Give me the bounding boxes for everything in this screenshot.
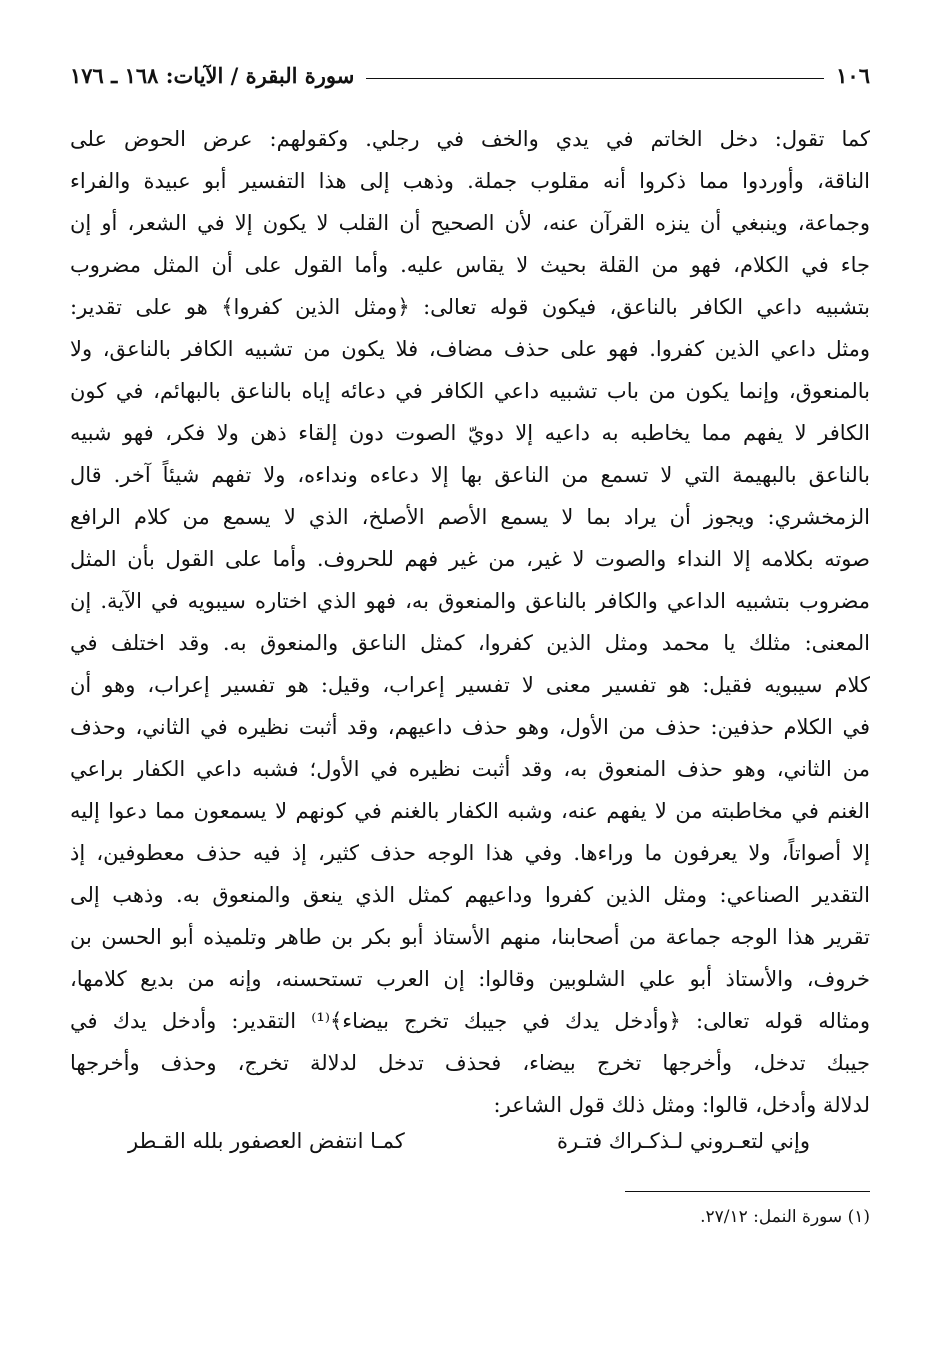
text-line: ومثاله قوله تعالى: ﴿وأدخل يدك في جيبك تخرج بيضاء﴾⁽¹⁾ التقدير: وأدخل يدك في	[70, 1009, 870, 1033]
text-line: ومثل داعي الذين كفروا. فهو على حذف مضاف، فلا يكون من تشبيه الكافر بالناعق، ولا	[70, 337, 870, 361]
text-line: الزمخشري: ويجوز أن يراد بما لا يسمع الأصم الأصلخ، الذي لا يسمع من كلام الرافع	[70, 505, 870, 529]
book-page	[70, 55, 870, 1315]
text-line: مضروب بتشبيه الداعي والكافر بالناعق والمنعوق به، فهو الذي اختاره سيبويه في الآية. إن	[70, 589, 870, 613]
page-number: ١٠٦	[836, 62, 870, 88]
text-line: كما تقول: دخل الخاتم في يدي والخف في رجلي. وكقولهم: عرض الحوض على	[70, 127, 870, 151]
page-header	[70, 55, 870, 95]
text-line: في الكلام حذفين: حذف من الأول، وهو حذف داعيهم، وقد أثبت نظيره في الثاني، وحذف	[70, 715, 870, 739]
text-line: خروف، والأستاذ أبو علي الشلوبين وقالوا: إن العرب تستحسنه، وإنه من بديع كلامها،	[70, 967, 870, 991]
verse-hemistich-first: وإني لتعـروني لـذكـراك فتـرة	[556, 1129, 810, 1153]
text-line: لدلالة وأدخل، قالوا: ومثل ذلك قول الشاعر:	[493, 1093, 870, 1117]
text-line: جاء في الكلام، فهو من القلة بحيث لا يقاس عليه. وأما القول على أن المثل مضروب	[70, 253, 870, 277]
verse-hemistich-second: كمـا انتفض العصفور بلله القـطر	[128, 1129, 405, 1153]
text-line: بالناعق بالبهيمة التي لا تسمع من الناعق بها إلا دعاءه ونداءه، ولا تفهم شيئاً آخر. قال	[70, 463, 870, 487]
text-line: وجماعة، وينبغي أن ينزه القرآن عنه، لأن الصحيح أن القلب لا يكون إلا في الشعر، أو إن	[70, 211, 870, 235]
text-line: صوته بكلامه إلا النداء والصوت لا غير، من غير فهم للحروف. وأما على القول بأن المثل	[70, 547, 870, 571]
footnote: (١) سورة النمل: ٢٧/١٢.	[700, 1207, 870, 1227]
text-line: الغنم في مخاطبته من لا يفهم عنه، وشبه الكفار بالغنم في كونهم لا يسمعون مما دعوا إليه	[70, 799, 870, 823]
text-line: الكافر لا يفهم مما يخاطبه به داعيه إلا دويّ الصوت دون إلقاء ذهن ولا فكر، فهو شبيه	[70, 421, 870, 445]
text-line: إلا أصواتاً، ولا يعرفون ما وراءها. وفي هذا الوجه حذف كثير، إذ فيه حذف معطوفين، إذ	[70, 841, 870, 865]
text-line: الناقة، وأوردوا مما ذكروا أنه مقلوب جملة. وذهب إلى هذا التفسير أبو عبيدة والفراء	[70, 169, 870, 193]
text-line: المعنى: مثلك يا محمد ومثل الذين كفروا، كمثل الناعق والمنعوق به. وقد اختلف في	[70, 631, 870, 655]
body-text	[70, 118, 870, 1126]
footnote-rule	[625, 1191, 870, 1192]
text-line: تقرير هذا الوجه جماعة من أصحابنا، منهم الأستاذ أبو بكر بن طاهر وتلميذه أبو الحسن بن	[70, 925, 870, 949]
poetry-verse	[70, 1119, 870, 1163]
text-line: كلام سيبويه فقيل: هو تفسير معنى لا تفسير إعراب، وقيل: هو تفسير إعراب، وهو أن	[70, 673, 870, 697]
text-line: بالمنعوق، وإنما يكون من باب تشبيه داعي الكافر في دعائه إياه بالناعق بالبهائم، في كون	[70, 379, 870, 403]
text-line: بتشبيه داعي الكافر بالناعق، فيكون قوله تعالى: ﴿ومثل الذين كفروا﴾ هو على تقدير:	[70, 295, 870, 319]
header-rule	[366, 78, 824, 79]
text-line: جيبك تدخل، وأخرجها تخرج بيضاء، فحذف تدخل لدلالة تخرج، وحذف وأخرجها	[70, 1051, 870, 1075]
running-title: سورة البقرة / الآيات: ١٦٨ ـ ١٧٦	[70, 62, 355, 88]
text-line: من الثاني، وهو حذف المنعوق به، وقد أثبت نظيره في الأول؛ فشبه داعي الكفار براعي	[70, 757, 870, 781]
text-line: التقدير الصناعي: ومثل الذين كفروا وداعيهم كمثل الذي ينعق والمنعوق به. وذهب إلى	[70, 883, 870, 907]
